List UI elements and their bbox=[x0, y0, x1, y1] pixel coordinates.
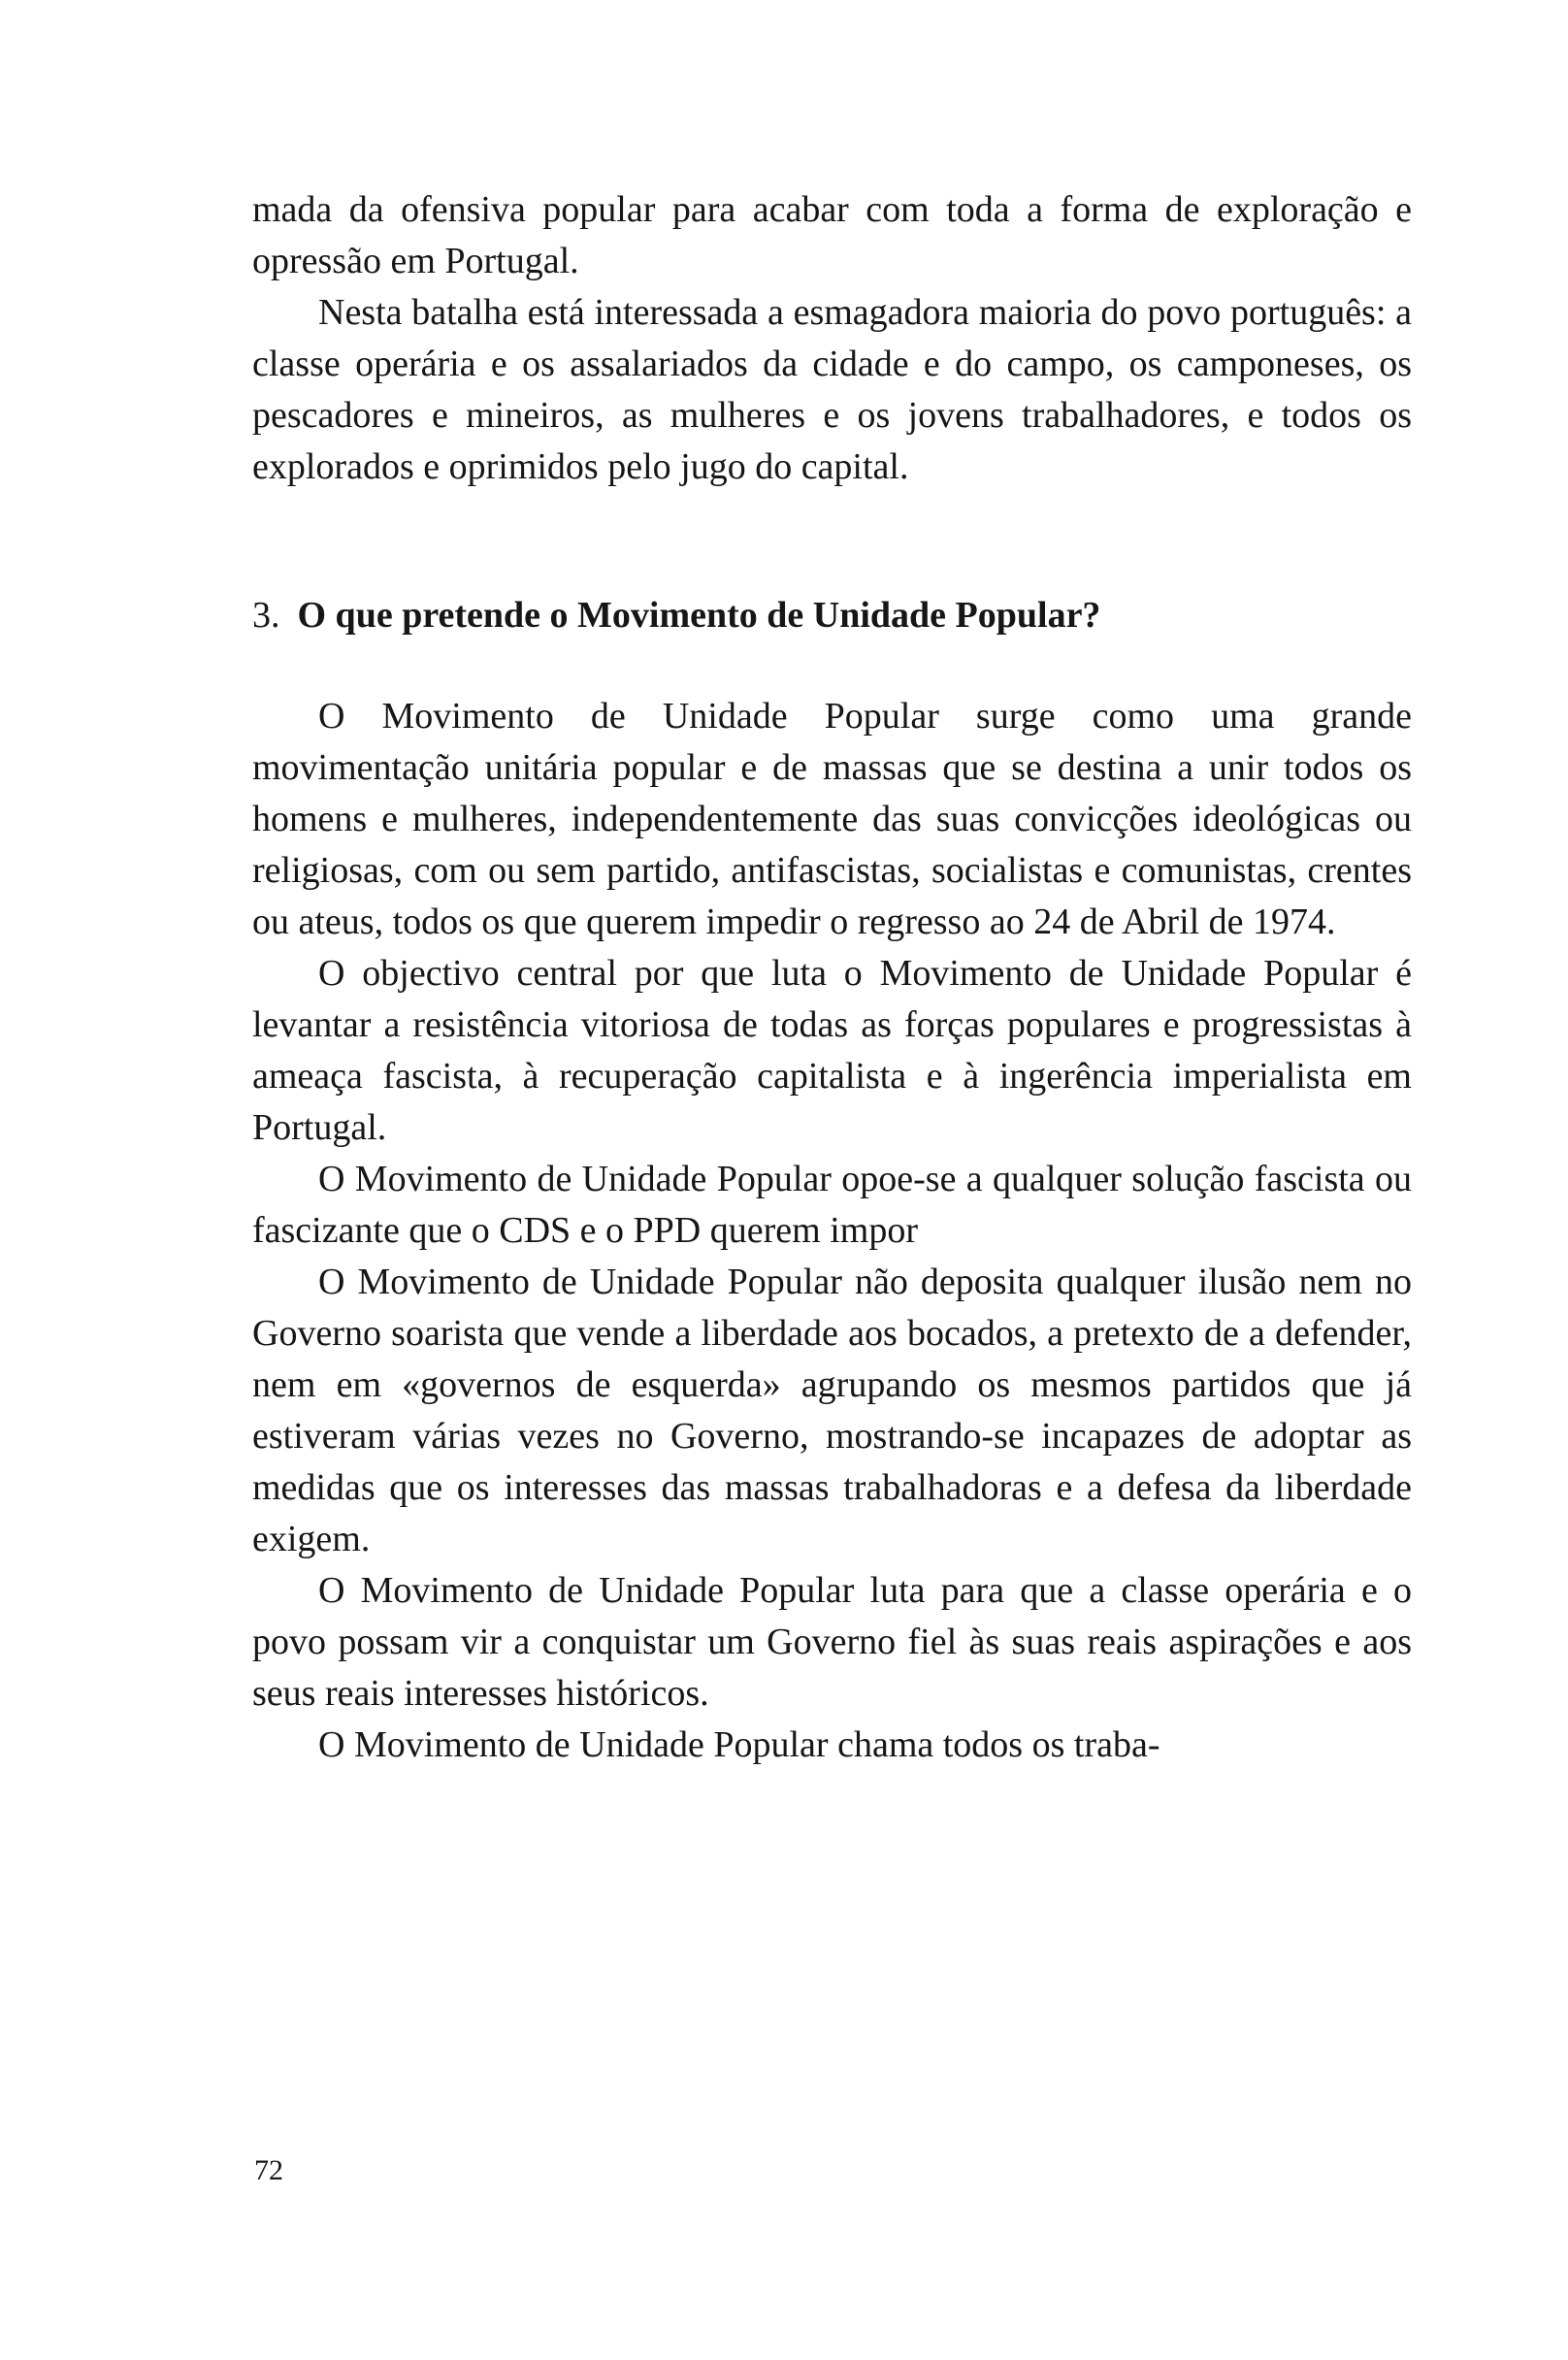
paragraph-battle: Nesta batalha está interessada a esmagadora maioria do povo português: a classe operária e os assalariados da cidade e do campo, os camponeses, os pescadores e mineiros, as mulheres e os jovens trabalhadores, e todos os explorados e oprimidos pelo jugo do capital. bbox=[252, 292, 1412, 487]
paragraph-objective: O objectivo central por que luta o Movimento de Unidade Popular é levantar a resistência vitoriosa de todas as forças populares e progressistas à ameaça fascista, à recuperação capitalista e à ingerência imperialista em Portugal. bbox=[252, 953, 1412, 1148]
section-heading bbox=[252, 590, 1412, 641]
continued-paragraph: mada da ofensiva popular para acabar com toda a forma de exploração e opressão em Portugal. bbox=[252, 189, 1412, 281]
page-number: 72 bbox=[254, 2154, 283, 2186]
opening-text-block bbox=[252, 184, 1412, 493]
section-title: O que pretende o Movimento de Unidade Popular? bbox=[297, 595, 1101, 636]
paragraph-struggle: O Movimento de Unidade Popular luta para que a classe operária e o povo possam vir a conquistar um Governo fiel às suas reais aspirações e aos seus reais interesses históricos. bbox=[252, 1570, 1412, 1714]
paragraph-intro: O Movimento de Unidade Popular surge como uma grande movimentação unitária popular e de massas que se destina a unir todos os homens e mulheres, independentemente das suas convicções ideológicas ou religiosas, com ou sem partido, antifascistas, socialistas e comunistas, crentes ou ateus, todos os que querem impedir o regresso ao 24 de Abril de 1974. bbox=[252, 696, 1412, 942]
section-number: 3. bbox=[252, 595, 280, 636]
section-body bbox=[252, 691, 1412, 1771]
paragraph-illusion: O Movimento de Unidade Popular não deposita qualquer ilusão nem no Governo soarista que vende a liberdade aos bocados, a pretexto de a defender, nem em «governos de esquerda» agrupando os mesmos partidos que já estiveram várias vezes no Governo, mostrando-se incapazes de adoptar as medidas que os interesses das massas trabalhadoras e a defesa da liberdade exigem. bbox=[252, 1262, 1412, 1559]
paragraph-call: O Movimento de Unidade Popular chama todos os traba- bbox=[318, 1724, 1160, 1765]
paragraph-opposition: O Movimento de Unidade Popular opoe-se a qualquer solução fascista ou fascizante que o CDS e o PPD querem impor bbox=[252, 1159, 1412, 1251]
